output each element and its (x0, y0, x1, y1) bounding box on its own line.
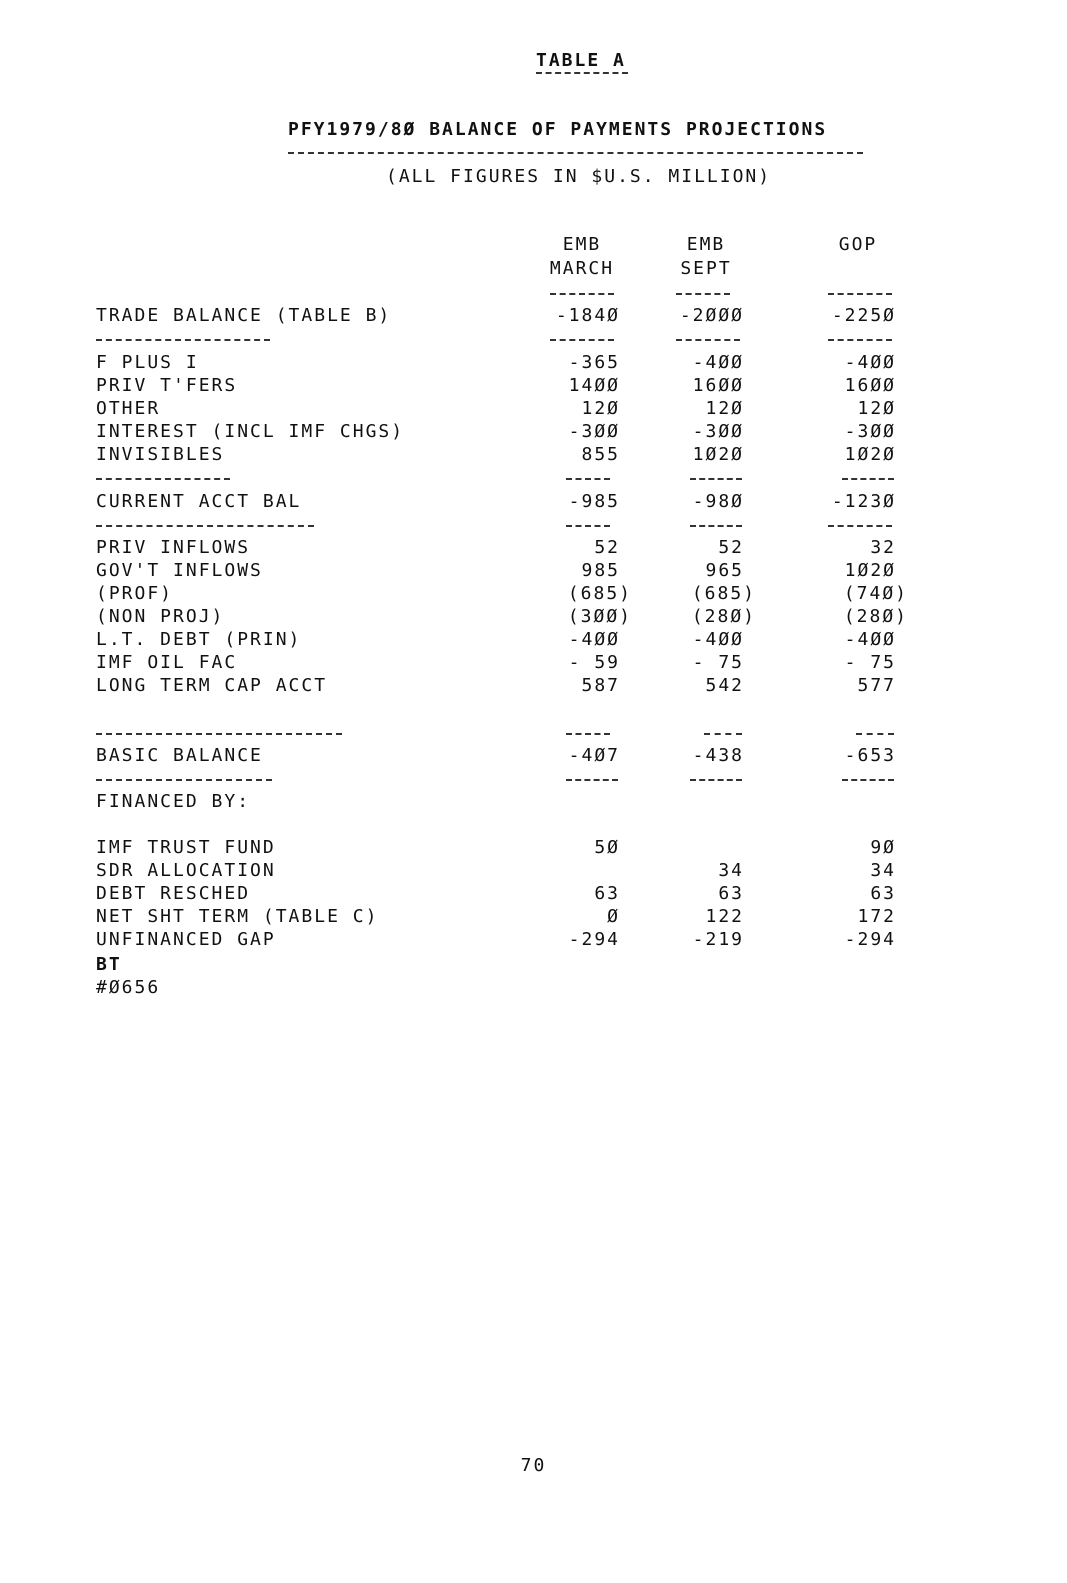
cell-value: -2ØØØ (679, 305, 744, 326)
cell-value: 542 (705, 675, 744, 696)
cell-value: 52 (594, 537, 620, 558)
row-label: BASIC BALANCE (96, 745, 263, 766)
cell-value: 16ØØ (692, 375, 744, 396)
section-rule (96, 525, 314, 527)
cell-value: 34 (870, 860, 896, 881)
col-rule (704, 733, 742, 735)
col-rule (842, 478, 894, 480)
cell-value: -225Ø (831, 305, 896, 326)
col-header-emb-sept-line1: EMB (686, 234, 726, 255)
col-rule (842, 779, 894, 781)
cell-value: 12Ø (857, 398, 896, 419)
cell-value: 34 (718, 860, 744, 881)
col-rule (566, 525, 610, 527)
cell-value: 63 (870, 883, 896, 904)
cell-value: -365 (568, 352, 620, 373)
cell-value: 63 (594, 883, 620, 904)
cell-value: -123Ø (831, 491, 896, 512)
row-label: UNFINANCED GAP (96, 929, 276, 950)
section-rule (96, 733, 342, 735)
row-label: NET SHT TERM (TABLE C) (96, 906, 379, 927)
table-subheading: (ALL FIGURES IN $U.S. MILLION) (386, 166, 772, 187)
cell-value: 122 (705, 906, 744, 927)
col-header-emb-march-line2: MARCH (549, 258, 615, 279)
table-heading: PFY1979/8Ø BALANCE OF PAYMENTS PROJECTIONS (288, 119, 828, 140)
row-label: INTEREST (INCL IMF CHGS) (96, 421, 405, 442)
cell-value: 1Ø2Ø (692, 444, 744, 465)
row-label: INVISIBLES (96, 444, 225, 465)
cell-value: 12Ø (705, 398, 744, 419)
reference-number: #Ø656 (96, 977, 161, 998)
row-label: OTHER (96, 398, 161, 419)
cell-value: -294 (844, 929, 896, 950)
col-rule (828, 525, 892, 527)
cell-value: -4ØØ (568, 629, 620, 650)
cell-value: -3ØØ (844, 421, 896, 442)
cell-value: -4ØØ (844, 629, 896, 650)
cell-value: 16ØØ (844, 375, 896, 396)
cell-value: 12Ø (581, 398, 620, 419)
cell-value: -294 (568, 929, 620, 950)
cell-value: -438 (692, 745, 744, 766)
cell-value: -184Ø (555, 305, 620, 326)
cell-value: -4ØØ (692, 629, 744, 650)
financed-by-label: FINANCED BY: (96, 791, 251, 812)
cell-value: 985 (581, 560, 620, 581)
col-rule (550, 293, 614, 295)
heading-underline (288, 152, 863, 154)
row-label: (PROF) (96, 583, 174, 604)
cell-value: -653 (844, 745, 896, 766)
col-rule (566, 478, 610, 480)
cell-value: Ø (607, 906, 620, 927)
cell-value: 52 (718, 537, 744, 558)
cell-value: -98Ø (692, 491, 744, 512)
col-rule (566, 733, 610, 735)
cell-value: 5Ø (594, 837, 620, 858)
col-rule (690, 779, 742, 781)
cell-value: (685) (691, 583, 756, 604)
cell-value: 587 (581, 675, 620, 696)
col-header-emb-march-line1: EMB (562, 234, 602, 255)
cell-value: (28Ø) (843, 606, 908, 627)
section-rule (96, 339, 270, 341)
row-label: PRIV T'FERS (96, 375, 238, 396)
cell-value: 1Ø2Ø (844, 560, 896, 581)
row-label: IMF OIL FAC (96, 652, 238, 673)
cell-value: 172 (857, 906, 896, 927)
row-label: SDR ALLOCATION (96, 860, 276, 881)
col-rule (690, 478, 742, 480)
cell-value: 63 (718, 883, 744, 904)
section-rule (96, 478, 230, 480)
cell-value: - 75 (844, 652, 896, 673)
col-rule (676, 339, 740, 341)
col-rule (566, 779, 618, 781)
row-label: (NON PROJ) (96, 606, 225, 627)
cell-value: -985 (568, 491, 620, 512)
row-label: DEBT RESCHED (96, 883, 251, 904)
col-rule (550, 339, 614, 341)
row-label: CURRENT ACCT BAL (96, 491, 302, 512)
cell-value: (74Ø) (843, 583, 908, 604)
page-number: 70 (520, 1455, 547, 1476)
cell-value: -219 (692, 929, 744, 950)
title-underline (536, 72, 628, 74)
cell-value: (685) (567, 583, 632, 604)
cell-value: -4ØØ (844, 352, 896, 373)
section-rule (96, 779, 272, 781)
cell-value: - 59 (568, 652, 620, 673)
cell-value: - 75 (692, 652, 744, 673)
cell-value: 1Ø2Ø (844, 444, 896, 465)
cell-value: -4Ø7 (568, 745, 620, 766)
cell-value: 14ØØ (568, 375, 620, 396)
cell-value: 965 (705, 560, 744, 581)
table-title: TABLE A (536, 50, 626, 71)
cell-value: 9Ø (870, 837, 896, 858)
col-rule (676, 293, 730, 295)
cell-value: 32 (870, 537, 896, 558)
col-rule (828, 339, 892, 341)
cell-value: 577 (857, 675, 896, 696)
row-label: TRADE BALANCE (TABLE B) (96, 305, 392, 326)
row-label: F PLUS I (96, 352, 199, 373)
bt-marker: BT (96, 954, 122, 975)
cell-value: (3ØØ) (567, 606, 632, 627)
row-label: LONG TERM CAP ACCT (96, 675, 328, 696)
col-header-gop-line1: GOP (838, 234, 878, 255)
row-label: GOV'T INFLOWS (96, 560, 263, 581)
col-rule (856, 733, 894, 735)
col-rule (828, 293, 892, 295)
row-label: PRIV INFLOWS (96, 537, 251, 558)
cell-value: -3ØØ (692, 421, 744, 442)
row-label: IMF TRUST FUND (96, 837, 276, 858)
cell-value: -4ØØ (692, 352, 744, 373)
col-rule (690, 525, 742, 527)
col-header-emb-sept-line2: SEPT (680, 258, 732, 279)
cell-value: 855 (581, 444, 620, 465)
cell-value: (28Ø) (691, 606, 756, 627)
cell-value: -3ØØ (568, 421, 620, 442)
row-label: L.T. DEBT (PRIN) (96, 629, 302, 650)
